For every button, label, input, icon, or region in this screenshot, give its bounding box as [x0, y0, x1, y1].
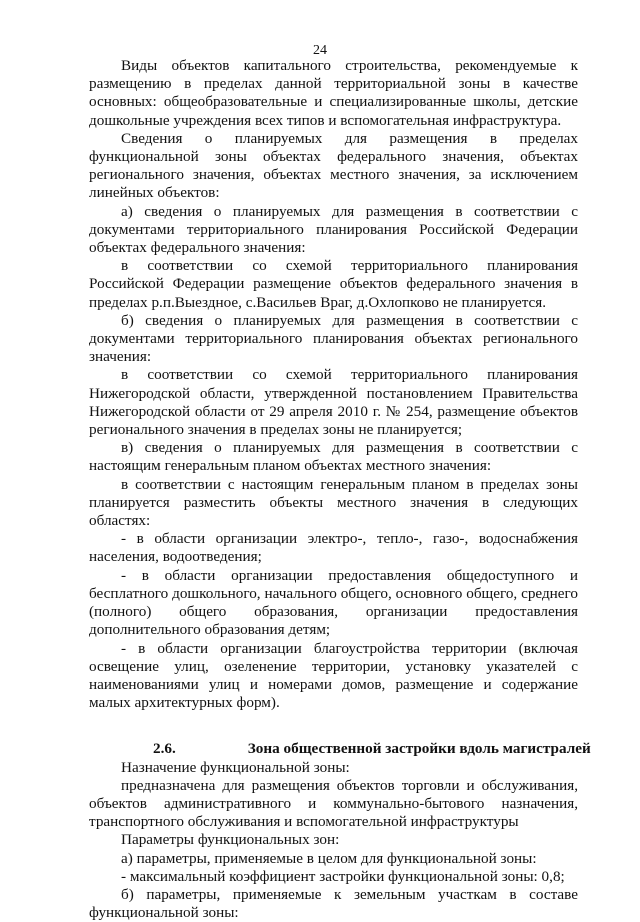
paragraph: Сведения о планируемых для размещения в пределах функциональной зоны объектах федерального значения, объектах регионального значения, объектах местного значения, за исключением линейных объектов: [89, 129, 578, 202]
paragraph: - в области организации предоставления общедоступного и бесплатного дошкольного, начального общего, основного общего, среднего (полного) общего образования, организации предоставления дополнительного образования детям; [89, 566, 578, 639]
section-number: 2.6. [153, 740, 176, 758]
paragraph: Назначение функциональной зоны: [121, 758, 350, 776]
paragraph: Параметры функциональных зон: [121, 831, 340, 849]
paragraph: предназначена для размещения объектов торговли и обслуживания, объектов административного и коммунально-бытового назначения, транспортного обслуживания и вспомогательной инфраструктуры [89, 776, 578, 831]
paragraph: - в области организации электро-, тепло-, газо-, водоснабжения населения, водоотведения; [89, 530, 578, 566]
paragraph: б) параметры, применяемые к земельным участкам в составе функциональной зоны: [89, 885, 578, 922]
paragraph: б) сведения о планируемых для размещения в соответствии с документами территориального планирования объектах регионального значения: [89, 311, 578, 366]
paragraph: в соответствии с настоящим генеральным планом в пределах зоны планируется разместить объекты местного значения в следующих областях: [89, 475, 578, 530]
paragraph: в соответствии со схемой территориального планирования Российской Федерации размещение объектов федерального значения в пределах р.п.Выездное, с.Васильев Враг, д.Охлопково не планируется. [89, 257, 578, 311]
paragraph: - в области организации благоустройства территории (включая освещение улиц, озеленение территории, установку указателей с наименованиями улиц и номерами домов, размещение и содержание малых архитектурных форм). [89, 639, 578, 712]
document-body [89, 57, 591, 922]
paragraph: а) параметры, применяемые в целом для функциональной зоны: [121, 849, 537, 867]
paragraph: - максимальный коэффициент застройки функциональной зоны: 0,8; [121, 867, 565, 885]
paragraph: Виды объектов капитального строительства, рекомендуемые к размещению в пределах данной территориальной зоны в качестве основных: общеобразовательные и специализированные школы, детские дошкольные учреждения всех типов и вспомогательная инфраструктура. [89, 57, 578, 129]
spacer [89, 712, 578, 740]
page-number: 24 [313, 43, 327, 58]
paragraph: а) сведения о планируемых для размещения в соответствии с документами территориального планирования Российской Федерации объектах федерального значения: [89, 202, 578, 257]
paragraphs-after-section [89, 759, 578, 922]
paragraph: в соответствии со схемой территориального планирования Нижегородской области, утвержденной постановлением Правительства Нижегородской области от 29 апреля 2010 г. № 254, размещение объектов регионального значения в пределах зоны не планируется; [89, 366, 578, 439]
section-heading [89, 740, 591, 758]
section-title: Зона общественной застройки вдоль магистралей [247, 740, 591, 758]
paragraphs-before-section [89, 57, 578, 712]
paragraph: в) сведения о планируемых для размещения в соответствии с настоящим генеральным планом объектах местного значения: [89, 439, 578, 475]
